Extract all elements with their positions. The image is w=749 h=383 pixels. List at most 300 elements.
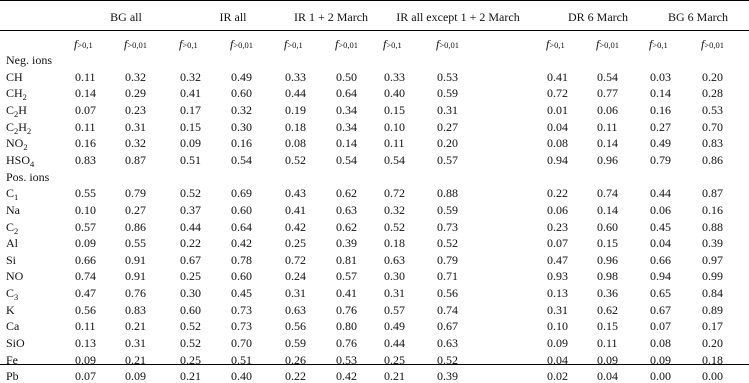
row-label — [6, 336, 25, 350]
table-cell: 0.04 — [650, 236, 671, 251]
table-cell: 0.51 — [180, 152, 201, 167]
table-cell: 0.16 — [75, 136, 96, 151]
table-cell: 0.34 — [336, 119, 357, 134]
table-cell: 0.15 — [597, 319, 618, 334]
table-cell: 0.18 — [702, 352, 723, 367]
row-label-text: Al — [6, 236, 18, 251]
table-cell: 0.32 — [125, 136, 146, 151]
row-label — [6, 253, 16, 267]
row-label — [6, 319, 19, 333]
table-cell: 0.09 — [75, 236, 96, 251]
row-label-subscript: 2 — [23, 142, 28, 153]
table-cell: 0.96 — [597, 152, 618, 167]
row-label-tail: H — [18, 102, 27, 117]
table-cell: 0.44 — [384, 336, 405, 351]
table-cell: 0.93 — [547, 269, 568, 284]
symbol-f: f — [596, 37, 600, 51]
table-cell: 0.30 — [384, 269, 405, 284]
table-cell: 0.13 — [75, 336, 96, 351]
table-cell: 0.04 — [547, 119, 568, 134]
table-cell: 0.27 — [125, 202, 146, 217]
row-label-text: HSO — [6, 152, 31, 167]
table-cell: 0.14 — [336, 136, 357, 151]
column-subheader — [74, 37, 93, 52]
row-label-text: CH — [6, 69, 23, 84]
symbol-f: f — [124, 37, 128, 51]
table-cell: 0.54 — [384, 152, 405, 167]
symbol-f: f — [383, 37, 387, 51]
table-cell: 0.50 — [336, 69, 357, 84]
table-cell: 0.76 — [336, 302, 357, 317]
table-cell: 0.57 — [384, 302, 405, 317]
row-label — [6, 220, 18, 234]
subheader-threshold: >0,1 — [386, 40, 402, 50]
table-cell: 0.08 — [650, 336, 671, 351]
table-cell: 0.87 — [125, 152, 146, 167]
group-header: IR 1 + 2 March — [293, 10, 369, 24]
row-label-text: C — [6, 119, 15, 134]
column-subheader — [436, 37, 459, 52]
table-cell: 0.73 — [231, 319, 252, 334]
table-cell: 0.64 — [336, 86, 357, 101]
row-label — [6, 120, 31, 134]
table-cell: 0.67 — [180, 252, 201, 267]
table-cell: 0.37 — [180, 202, 201, 217]
table-cell: 0.80 — [336, 319, 357, 334]
table-cell: 0.44 — [650, 186, 671, 201]
table-cell: 0.94 — [547, 152, 568, 167]
table-cell: 0.29 — [125, 86, 146, 101]
table-cell: 0.63 — [384, 252, 405, 267]
table-cell: 0.06 — [650, 202, 671, 217]
subheader-threshold: >0,01 — [599, 40, 620, 50]
table-cell: 0.20 — [437, 136, 458, 151]
table-cell: 0.56 — [285, 319, 306, 334]
table-cell: 0.77 — [597, 86, 618, 101]
table-cell: 0.13 — [547, 286, 568, 301]
table-cell: 0.63 — [285, 302, 306, 317]
table-cell: 0.76 — [125, 286, 146, 301]
header-rule — [0, 30, 749, 31]
table-cell: 0.52 — [180, 186, 201, 201]
table-cell: 0.06 — [597, 102, 618, 117]
symbol-f: f — [335, 37, 339, 51]
row-label-subscript: 2 — [22, 92, 27, 103]
table-cell: 0.70 — [702, 119, 723, 134]
table-cell: 0.25 — [384, 352, 405, 367]
table-cell: 0.69 — [231, 186, 252, 201]
subheader-threshold: >0,1 — [77, 40, 93, 50]
table-cell: 0.11 — [597, 336, 618, 351]
table-cell: 0.76 — [336, 336, 357, 351]
table-cell: 0.09 — [547, 336, 568, 351]
table-cell: 0.97 — [702, 252, 723, 267]
table-cell: 0.60 — [231, 86, 252, 101]
table-cell: 0.36 — [597, 286, 618, 301]
table-cell: 0.10 — [75, 202, 96, 217]
subheader-threshold: >0,1 — [182, 40, 198, 50]
table-cell: 0.66 — [75, 252, 96, 267]
table-cell: 0.52 — [384, 219, 405, 234]
table-cell: 0.72 — [285, 252, 306, 267]
table-cell: 0.09 — [597, 352, 618, 367]
table-cell: 0.53 — [336, 352, 357, 367]
row-label-text: Na — [6, 202, 20, 217]
table-cell: 0.99 — [702, 269, 723, 284]
table-cell: 0.52 — [437, 236, 458, 251]
table-cell: 0.14 — [650, 86, 671, 101]
row-label — [6, 203, 20, 217]
table-cell: 0.39 — [336, 236, 357, 251]
table-cell: 0.31 — [285, 286, 306, 301]
table-cell: 0.59 — [285, 336, 306, 351]
table-cell: 0.16 — [231, 136, 252, 151]
table-cell: 0.54 — [336, 152, 357, 167]
table-cell: 0.91 — [125, 269, 146, 284]
table-cell: 0.63 — [336, 202, 357, 217]
table-cell: 0.45 — [650, 219, 671, 234]
table-cell: 0.62 — [336, 219, 357, 234]
column-subheader — [179, 37, 198, 52]
symbol-f: f — [74, 37, 78, 51]
row-label-text: Pb — [6, 369, 19, 383]
row-label-text: C — [6, 102, 15, 117]
table-cell: 0.11 — [75, 319, 96, 334]
row-label — [6, 103, 27, 117]
row-label — [6, 369, 19, 383]
row-label-text: Ca — [6, 319, 20, 334]
table-cell: 0.57 — [336, 269, 357, 284]
table-cell: 0.98 — [597, 269, 618, 284]
table-cell: 0.31 — [125, 119, 146, 134]
table-cell: 0.56 — [437, 286, 458, 301]
table-cell: 0.52 — [180, 319, 201, 334]
table-cell: 0.83 — [125, 302, 146, 317]
table-cell: 0.33 — [285, 69, 306, 84]
table-cell: 0.49 — [231, 69, 252, 84]
table-cell: 0.59 — [437, 86, 458, 101]
row-label-subscript: 3 — [14, 292, 19, 303]
table-cell: 0.42 — [285, 219, 306, 234]
section-title: Neg. ions — [6, 53, 52, 67]
table-cell: 0.28 — [702, 86, 723, 101]
table-cell: 0.84 — [702, 286, 723, 301]
table-cell: 0.18 — [384, 236, 405, 251]
table-cell: 0.87 — [702, 186, 723, 201]
symbol-f: f — [701, 37, 705, 51]
table-cell: 0.49 — [384, 319, 405, 334]
table-cell: 0.74 — [75, 269, 96, 284]
table-cell: 0.09 — [75, 352, 96, 367]
row-label — [6, 136, 28, 153]
table-cell: 0.22 — [180, 236, 201, 251]
row-label-subscript: 2 — [14, 125, 19, 136]
row-label-text: NO — [6, 269, 24, 284]
group-header: DR 6 March — [568, 10, 628, 24]
row-label — [6, 303, 15, 317]
table-cell: 0.47 — [75, 286, 96, 301]
table-cell: 0.42 — [336, 369, 357, 383]
table-cell: 0.32 — [231, 102, 252, 117]
row-label-tail: H — [18, 119, 27, 134]
table-cell: 0.96 — [597, 252, 618, 267]
table-cell: 0.53 — [702, 102, 723, 117]
table-cell: 0.44 — [180, 219, 201, 234]
row-label-text: SiO — [6, 336, 25, 351]
row-label-subscript: 1 — [14, 192, 19, 203]
table-cell: 0.07 — [650, 319, 671, 334]
table-cell: 0.49 — [650, 136, 671, 151]
row-label — [6, 70, 23, 84]
table-cell: 0.41 — [285, 202, 306, 217]
subheader-threshold: >0,1 — [287, 40, 303, 50]
column-subheader — [284, 37, 303, 52]
table-cell: 0.26 — [285, 352, 306, 367]
table-cell: 0.44 — [285, 86, 306, 101]
table-cell: 0.74 — [437, 302, 458, 317]
row-label — [6, 269, 23, 283]
row-label-text: NO — [6, 136, 24, 151]
table-cell: 0.32 — [125, 69, 146, 84]
table-cell: 0.31 — [384, 286, 405, 301]
table-cell: 0.21 — [125, 352, 146, 367]
table-cell: 0.09 — [125, 369, 146, 383]
table-cell: 0.55 — [125, 236, 146, 251]
table-cell: 0.40 — [384, 86, 405, 101]
table-cell: 0.32 — [384, 202, 405, 217]
table-cell: 0.67 — [437, 319, 458, 334]
table-cell: 0.21 — [125, 319, 146, 334]
symbol-f: f — [436, 37, 440, 51]
column-subheader — [596, 37, 619, 52]
table-cell: 0.22 — [547, 186, 568, 201]
table-cell: 0.21 — [384, 369, 405, 383]
column-subheader — [546, 37, 565, 52]
row-label-text: CH — [6, 86, 23, 101]
table-cell: 0.55 — [75, 186, 96, 201]
table-cell: 0.32 — [180, 69, 201, 84]
table-cell: 0.08 — [547, 136, 568, 151]
symbol-f: f — [546, 37, 550, 51]
symbol-f: f — [179, 37, 183, 51]
subheader-threshold: >0,01 — [439, 40, 460, 50]
table-cell: 0.15 — [180, 119, 201, 134]
table-cell: 0.16 — [702, 202, 723, 217]
table-cell: 0.83 — [75, 152, 96, 167]
table-cell: 0.09 — [650, 352, 671, 367]
table-cell: 0.86 — [125, 219, 146, 234]
table-cell: 0.21 — [180, 369, 201, 383]
table-cell: 0.60 — [180, 302, 201, 317]
table-cell: 0.54 — [597, 69, 618, 84]
group-header: BG all — [110, 10, 142, 24]
table-cell: 0.42 — [231, 236, 252, 251]
table-cell: 0.40 — [231, 369, 252, 383]
table-cell: 0.41 — [547, 69, 568, 84]
subheader-threshold: >0,01 — [704, 40, 725, 50]
table-cell: 0.72 — [547, 86, 568, 101]
row-label-tail-subscript: 2 — [26, 125, 32, 136]
row-label-text: K — [6, 302, 15, 317]
table-cell: 0.25 — [180, 352, 201, 367]
table-cell: 0.08 — [285, 136, 306, 151]
table-cell: 0.10 — [384, 119, 405, 134]
subheader-threshold: >0,1 — [549, 40, 565, 50]
symbol-f: f — [284, 37, 288, 51]
row-label-subscript: 2 — [14, 108, 19, 119]
subheader-threshold: >0,01 — [233, 40, 254, 50]
group-header: IR all except 1 + 2 March — [396, 10, 520, 24]
table-cell: 0.83 — [702, 136, 723, 151]
table-cell: 0.25 — [285, 236, 306, 251]
table-cell: 0.60 — [231, 202, 252, 217]
table-cell: 0.30 — [231, 119, 252, 134]
table-cell: 0.07 — [75, 369, 96, 383]
table-cell: 0.57 — [437, 152, 458, 167]
table-cell: 0.11 — [384, 136, 405, 151]
table-cell: 0.64 — [231, 219, 252, 234]
table-cell: 0.34 — [336, 102, 357, 117]
table-cell: 0.81 — [336, 252, 357, 267]
table-cell: 0.94 — [650, 269, 671, 284]
section-title: Pos. ions — [6, 169, 50, 184]
row-label-text: Si — [6, 252, 17, 267]
table-cell: 0.62 — [597, 302, 618, 317]
table-cell: 0.79 — [650, 152, 671, 167]
column-subheader — [383, 37, 402, 52]
table-cell: 0.14 — [597, 136, 618, 151]
table-cell: 0.17 — [702, 319, 723, 334]
column-subheader — [701, 37, 724, 52]
table-cell: 0.45 — [231, 286, 252, 301]
symbol-f: f — [649, 37, 653, 51]
table-cell: 0.07 — [547, 236, 568, 251]
table-cell: 0.43 — [285, 186, 306, 201]
table-cell: 0.30 — [180, 286, 201, 301]
table-cell: 0.41 — [336, 286, 357, 301]
table-cell: 0.79 — [125, 186, 146, 201]
table-cell: 0.62 — [336, 186, 357, 201]
table-cell: 0.19 — [285, 102, 306, 117]
table-cell: 0.11 — [75, 119, 96, 134]
table-cell: 0.27 — [650, 119, 671, 134]
table-cell: 0.10 — [547, 319, 568, 334]
table-cell: 0.88 — [437, 186, 458, 201]
row-label — [6, 186, 19, 203]
table-cell: 0.06 — [547, 202, 568, 217]
table-cell: 0.11 — [597, 119, 618, 134]
table-cell: 0.25 — [180, 269, 201, 284]
table-cell: 0.73 — [231, 302, 252, 317]
row-label-subscript: 4 — [30, 158, 35, 169]
row-label-text: Fe — [6, 352, 18, 367]
table-cell: 0.72 — [384, 186, 405, 201]
table-cell: 0.16 — [650, 102, 671, 117]
table-cell: 0.20 — [702, 69, 723, 84]
table-cell: 0.14 — [597, 202, 618, 217]
table-cell: 0.33 — [384, 69, 405, 84]
row-label-text: C — [6, 219, 15, 234]
table-cell: 0.74 — [597, 186, 618, 201]
table-cell: 0.71 — [437, 269, 458, 284]
table-cell: 0.00 — [650, 369, 671, 383]
column-subheader — [649, 37, 668, 52]
table-cell: 0.04 — [547, 352, 568, 367]
top-rule — [0, 0, 749, 1]
table-cell: 0.51 — [231, 352, 252, 367]
table-cell: 0.02 — [547, 369, 568, 383]
table-cell: 0.52 — [437, 352, 458, 367]
table-cell: 0.39 — [702, 236, 723, 251]
table-cell: 0.23 — [125, 102, 146, 117]
table-cell: 0.07 — [75, 102, 96, 117]
table-cell: 0.20 — [702, 336, 723, 351]
table-cell: 0.17 — [180, 102, 201, 117]
table-cell: 0.39 — [437, 369, 458, 383]
table-cell: 0.15 — [597, 236, 618, 251]
table-cell: 0.04 — [597, 369, 618, 383]
table-cell: 0.66 — [650, 252, 671, 267]
table-cell: 0.67 — [650, 302, 671, 317]
row-label-text: C — [6, 286, 15, 301]
group-header: BG 6 March — [668, 10, 728, 24]
table-cell: 0.03 — [650, 69, 671, 84]
group-header: IR all — [219, 10, 247, 24]
column-subheader — [230, 37, 253, 52]
table-cell: 0.88 — [702, 219, 723, 234]
row-label-text: C — [6, 186, 15, 201]
row-label — [6, 286, 19, 303]
table-cell: 0.24 — [285, 269, 306, 284]
table-cell: 0.53 — [437, 69, 458, 84]
table-cell: 0.15 — [384, 102, 405, 117]
table-cell: 0.47 — [547, 252, 568, 267]
table-cell: 0.11 — [75, 69, 96, 84]
table-cell: 0.56 — [75, 302, 96, 317]
table-cell: 0.73 — [437, 219, 458, 234]
row-label — [6, 236, 18, 250]
table-cell: 0.91 — [125, 252, 146, 267]
table-cell: 0.86 — [702, 152, 723, 167]
symbol-f: f — [230, 37, 234, 51]
subheader-threshold: >0,01 — [338, 40, 359, 50]
table-cell: 0.14 — [75, 86, 96, 101]
table-cell: 0.09 — [180, 136, 201, 151]
row-label — [6, 153, 34, 167]
subheader-threshold: >0,01 — [127, 40, 148, 50]
table-cell: 0.18 — [285, 119, 306, 134]
table-cell: 0.23 — [547, 219, 568, 234]
table-cell: 0.79 — [437, 252, 458, 267]
table-cell: 0.59 — [437, 202, 458, 217]
subheader-threshold: >0,1 — [652, 40, 668, 50]
row-label — [6, 86, 27, 103]
table-cell: 0.41 — [180, 86, 201, 101]
table-cell: 0.70 — [231, 336, 252, 351]
table-cell: 0.63 — [437, 336, 458, 351]
table-cell: 0.89 — [702, 302, 723, 317]
table-cell: 0.22 — [285, 369, 306, 383]
table-cell: 0.60 — [231, 269, 252, 284]
row-label-subscript: 2 — [14, 225, 19, 236]
table-cell: 0.00 — [702, 369, 723, 383]
table-cell: 0.27 — [437, 119, 458, 134]
table-cell: 0.60 — [597, 219, 618, 234]
table-cell: 0.57 — [75, 219, 96, 234]
table-cell: 0.01 — [547, 102, 568, 117]
table-cell: 0.52 — [180, 336, 201, 351]
table-cell: 0.31 — [437, 102, 458, 117]
